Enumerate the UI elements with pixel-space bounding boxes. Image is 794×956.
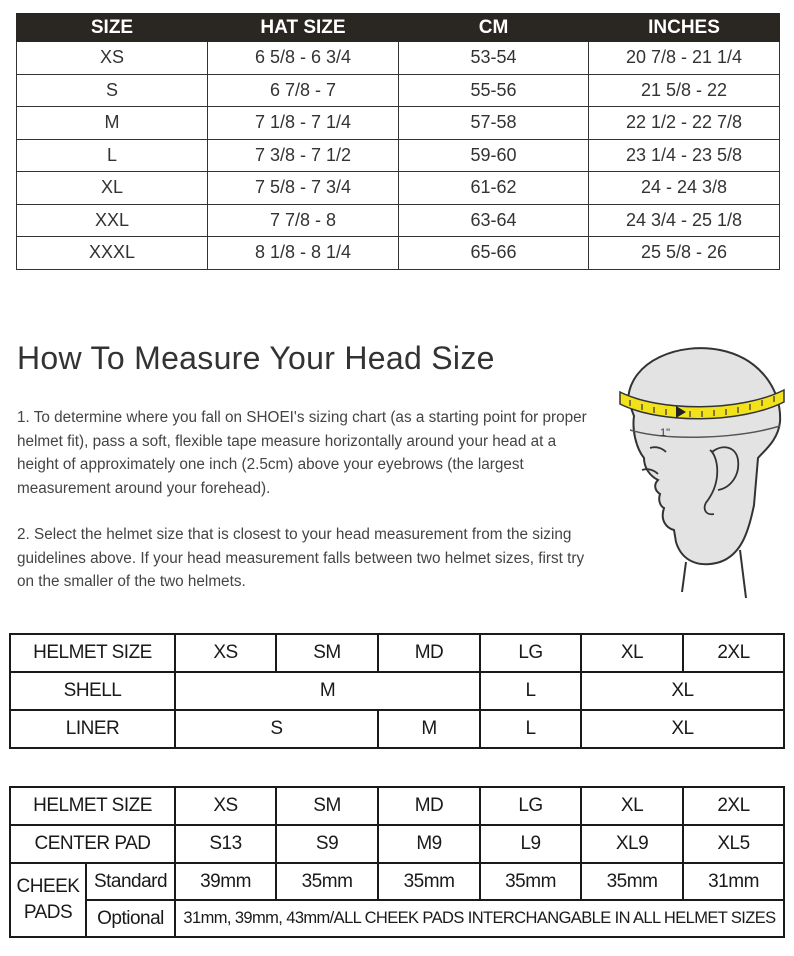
size-cell: S (17, 74, 208, 107)
column-header-size: SIZE (17, 14, 208, 42)
standard-xl: 35mm (581, 863, 683, 900)
size-xs: XS (175, 787, 276, 825)
inches-cell: 20 7/8 - 21 1/4 (589, 42, 780, 75)
size-2xl: 2XL (683, 634, 784, 672)
liner-label: LINER (10, 710, 175, 748)
center-pad-row (10, 825, 784, 863)
center-pad-xs: S13 (175, 825, 276, 863)
optional-note: 31mm, 39mm, 43mm/ALL CHEEK PADS INTERCHANGABLE IN ALL HELMET SIZES (175, 900, 784, 937)
hat-size-cell: 7 1/8 - 7 1/4 (208, 107, 399, 140)
hat-size-cell: 6 5/8 - 6 3/4 (208, 42, 399, 75)
hat-size-cell: 8 1/8 - 8 1/4 (208, 237, 399, 270)
size-cell: XS (17, 42, 208, 75)
center-pad-sm: S9 (276, 825, 378, 863)
shell-value-l: L (480, 672, 581, 710)
cheek-optional-row (10, 900, 784, 937)
shell-value-m: M (175, 672, 480, 710)
size-md: MD (378, 634, 480, 672)
cheek-label-line-1: CHEEK (16, 876, 80, 897)
table-row (17, 204, 780, 237)
size-cell: M (17, 107, 208, 140)
size-xl: XL (581, 634, 683, 672)
center-pad-label: CENTER PAD (10, 825, 175, 863)
liner-value-xl: XL (581, 710, 784, 748)
liner-value-m: M (378, 710, 480, 748)
cheek-pads-label (10, 863, 86, 937)
center-pad-lg: L9 (480, 825, 581, 863)
liner-value-s: S (175, 710, 378, 748)
table-row (17, 74, 780, 107)
table-row (17, 42, 780, 75)
size-cell: L (17, 139, 208, 172)
center-pad-xl: XL9 (581, 825, 683, 863)
inches-cell: 22 1/2 - 22 7/8 (589, 107, 780, 140)
instruction-step-1: 1. To determine where you fall on SHOEI's sizing chart (as a starting point for proper helmet fit), pass a soft, flexible tape measure horizontally around your head at a height of approximately one inch (2.5cm) above your eyebrows (the largest measurement around your forehead). (17, 409, 587, 497)
size-chart-header-row (17, 14, 780, 42)
helmet-size-label: HELMET SIZE (10, 787, 175, 825)
cm-cell: 63-64 (399, 204, 589, 237)
instruction-step-2: 2. Select the helmet size that is closest to your head measurement from the sizing guidelines above. If your head measurement falls between two helmet sizes, first try on the smaller of the two helmets. (17, 526, 585, 590)
center-pad-md: M9 (378, 825, 480, 863)
hat-size-cell: 7 5/8 - 7 3/4 (208, 172, 399, 205)
table-row (17, 139, 780, 172)
cm-cell: 55-56 (399, 74, 589, 107)
inches-cell: 24 3/4 - 25 1/8 (589, 204, 780, 237)
liner-row (10, 710, 784, 748)
standard-label: Standard (86, 863, 175, 900)
hat-size-cell: 6 7/8 - 7 (208, 74, 399, 107)
column-header-cm: CM (399, 14, 589, 42)
head-measurement-illustration (590, 330, 790, 610)
helmet-size-label: HELMET SIZE (10, 634, 175, 672)
cm-cell: 61-62 (399, 172, 589, 205)
standard-2xl: 31mm (683, 863, 784, 900)
size-lg: LG (480, 787, 581, 825)
helmet-size-row (10, 787, 784, 825)
head-silhouette (628, 348, 780, 564)
size-sm: SM (276, 787, 378, 825)
liner-value-l: L (480, 710, 581, 748)
center-pad-2xl: XL5 (683, 825, 784, 863)
cheek-label-line-2: PADS (23, 902, 73, 923)
helmet-size-row (10, 634, 784, 672)
size-2xl: 2XL (683, 787, 784, 825)
inches-cell: 23 1/4 - 23 5/8 (589, 139, 780, 172)
standard-sm: 35mm (276, 863, 378, 900)
column-header-hat-size: HAT SIZE (208, 14, 399, 42)
size-xs: XS (175, 634, 276, 672)
shell-label: SHELL (10, 672, 175, 710)
cm-cell: 57-58 (399, 107, 589, 140)
size-md: MD (378, 787, 480, 825)
standard-md: 35mm (378, 863, 480, 900)
shell-liner-table (9, 633, 785, 749)
one-inch-label: 1" (660, 427, 671, 439)
cm-cell: 53-54 (399, 42, 589, 75)
size-xl: XL (581, 787, 683, 825)
page-title: How To Measure Your Head Size (17, 340, 495, 376)
table-row (17, 107, 780, 140)
shell-value-xl: XL (581, 672, 784, 710)
shell-row (10, 672, 784, 710)
standard-xs: 39mm (175, 863, 276, 900)
inches-cell: 21 5/8 - 22 (589, 74, 780, 107)
table-row (17, 237, 780, 270)
standard-lg: 35mm (480, 863, 581, 900)
cm-cell: 65-66 (399, 237, 589, 270)
size-lg: LG (480, 634, 581, 672)
table-row (17, 172, 780, 205)
pads-table (9, 786, 785, 938)
size-cell: XXL (17, 204, 208, 237)
size-sm: SM (276, 634, 378, 672)
inches-cell: 24 - 24 3/8 (589, 172, 780, 205)
cheek-standard-row (10, 863, 784, 900)
cm-cell: 59-60 (399, 139, 589, 172)
inches-cell: 25 5/8 - 26 (589, 237, 780, 270)
size-chart-table (16, 13, 780, 270)
size-cell: XXXL (17, 237, 208, 270)
hat-size-cell: 7 3/8 - 7 1/2 (208, 139, 399, 172)
column-header-inches: INCHES (589, 14, 780, 42)
hat-size-cell: 7 7/8 - 8 (208, 204, 399, 237)
optional-label: Optional (86, 900, 175, 937)
size-cell: XL (17, 172, 208, 205)
